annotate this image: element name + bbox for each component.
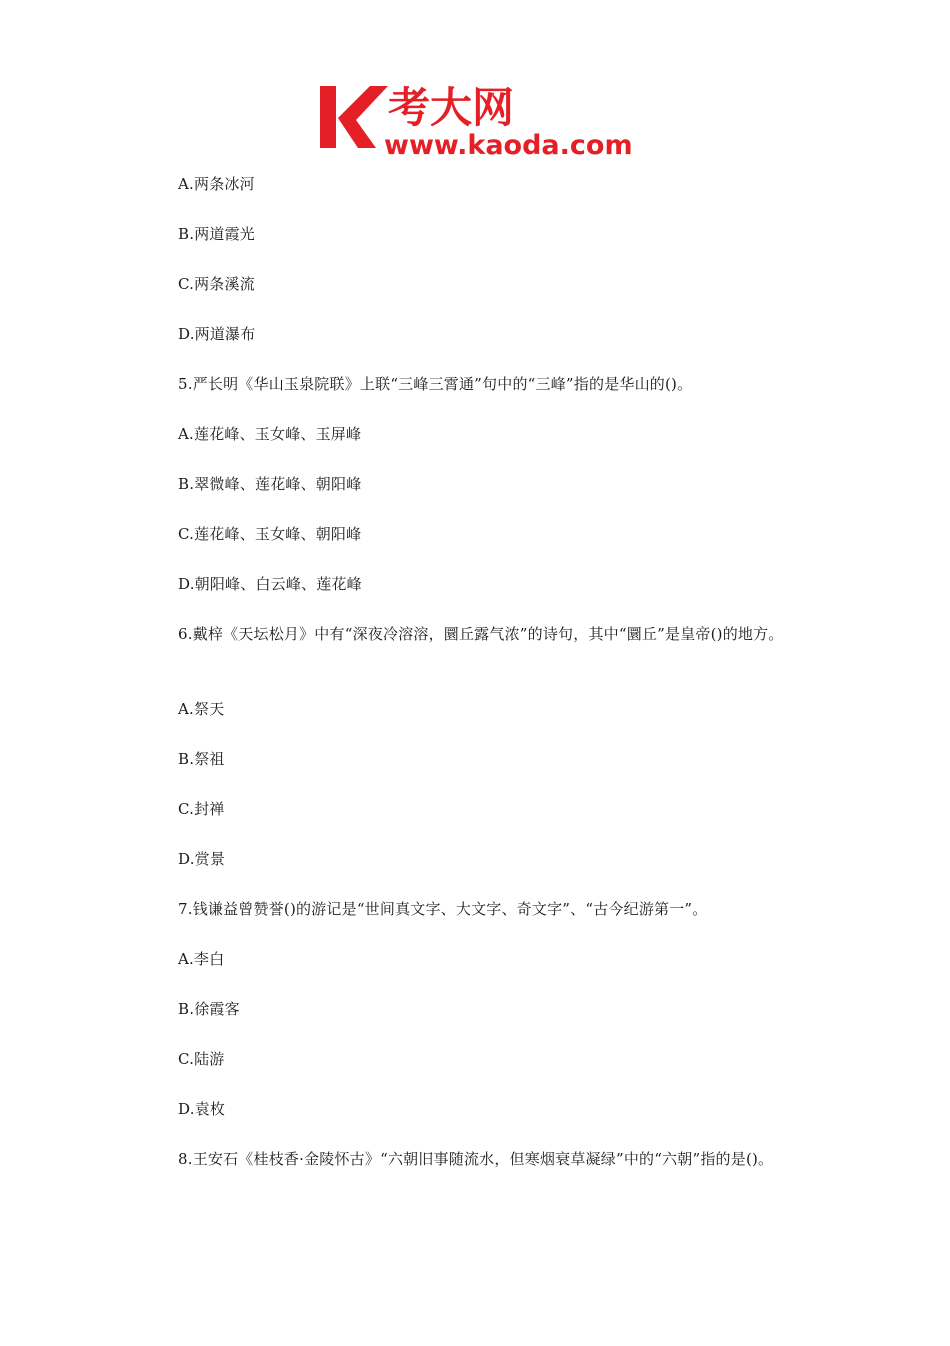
question-6: 6.戴梓《天坛松月》中有“深夜冷溶溶，圜丘露气浓”的诗句，其中“圜丘”是皇帝()的地方。 xyxy=(178,625,784,643)
question-7: 7.钱谦益曾赞誉()的游记是“世间真文字、大文字、奇文字”、“古今纪游第一”。 xyxy=(178,900,708,918)
logo-name: 考大网 xyxy=(388,83,515,132)
question-8: 8.王安石《桂枝香·金陵怀古》“六朝旧事随流水，但寒烟衰草凝绿”中的“六朝”指的是()。 xyxy=(178,1150,774,1168)
option-line: C.莲花峰、玉女峰、朝阳峰 xyxy=(178,525,362,543)
option-line: A.莲花峰、玉女峰、玉屏峰 xyxy=(178,425,362,443)
option-line: D.两道瀑布 xyxy=(178,325,256,343)
option-line: A.李白 xyxy=(178,950,225,968)
option-line: A.祭天 xyxy=(178,700,225,718)
option-line: C.封禅 xyxy=(178,800,225,818)
option-line: B.两道霞光 xyxy=(178,225,255,243)
option-line: C.陆游 xyxy=(178,1050,225,1068)
option-line: B.徐霞客 xyxy=(178,1000,240,1018)
option-line: C.两条溪流 xyxy=(178,275,255,293)
question-5: 5.严长明《华山玉泉院联》上联“三峰三霄通”句中的“三峰”指的是华山的()。 xyxy=(178,375,693,393)
kaoda-logo xyxy=(318,78,640,160)
option-line: D.袁枚 xyxy=(178,1100,226,1118)
option-line: D.赏景 xyxy=(178,850,226,868)
option-line: B.祭祖 xyxy=(178,750,225,768)
logo-url: www.kaoda.com xyxy=(384,130,633,160)
option-line: B.翠微峰、莲花峰、朝阳峰 xyxy=(178,475,362,493)
option-line: A.两条冰河 xyxy=(178,175,255,193)
logo-graphic xyxy=(318,78,640,160)
option-line: D.朝阳峰、白云峰、莲花峰 xyxy=(178,575,362,593)
